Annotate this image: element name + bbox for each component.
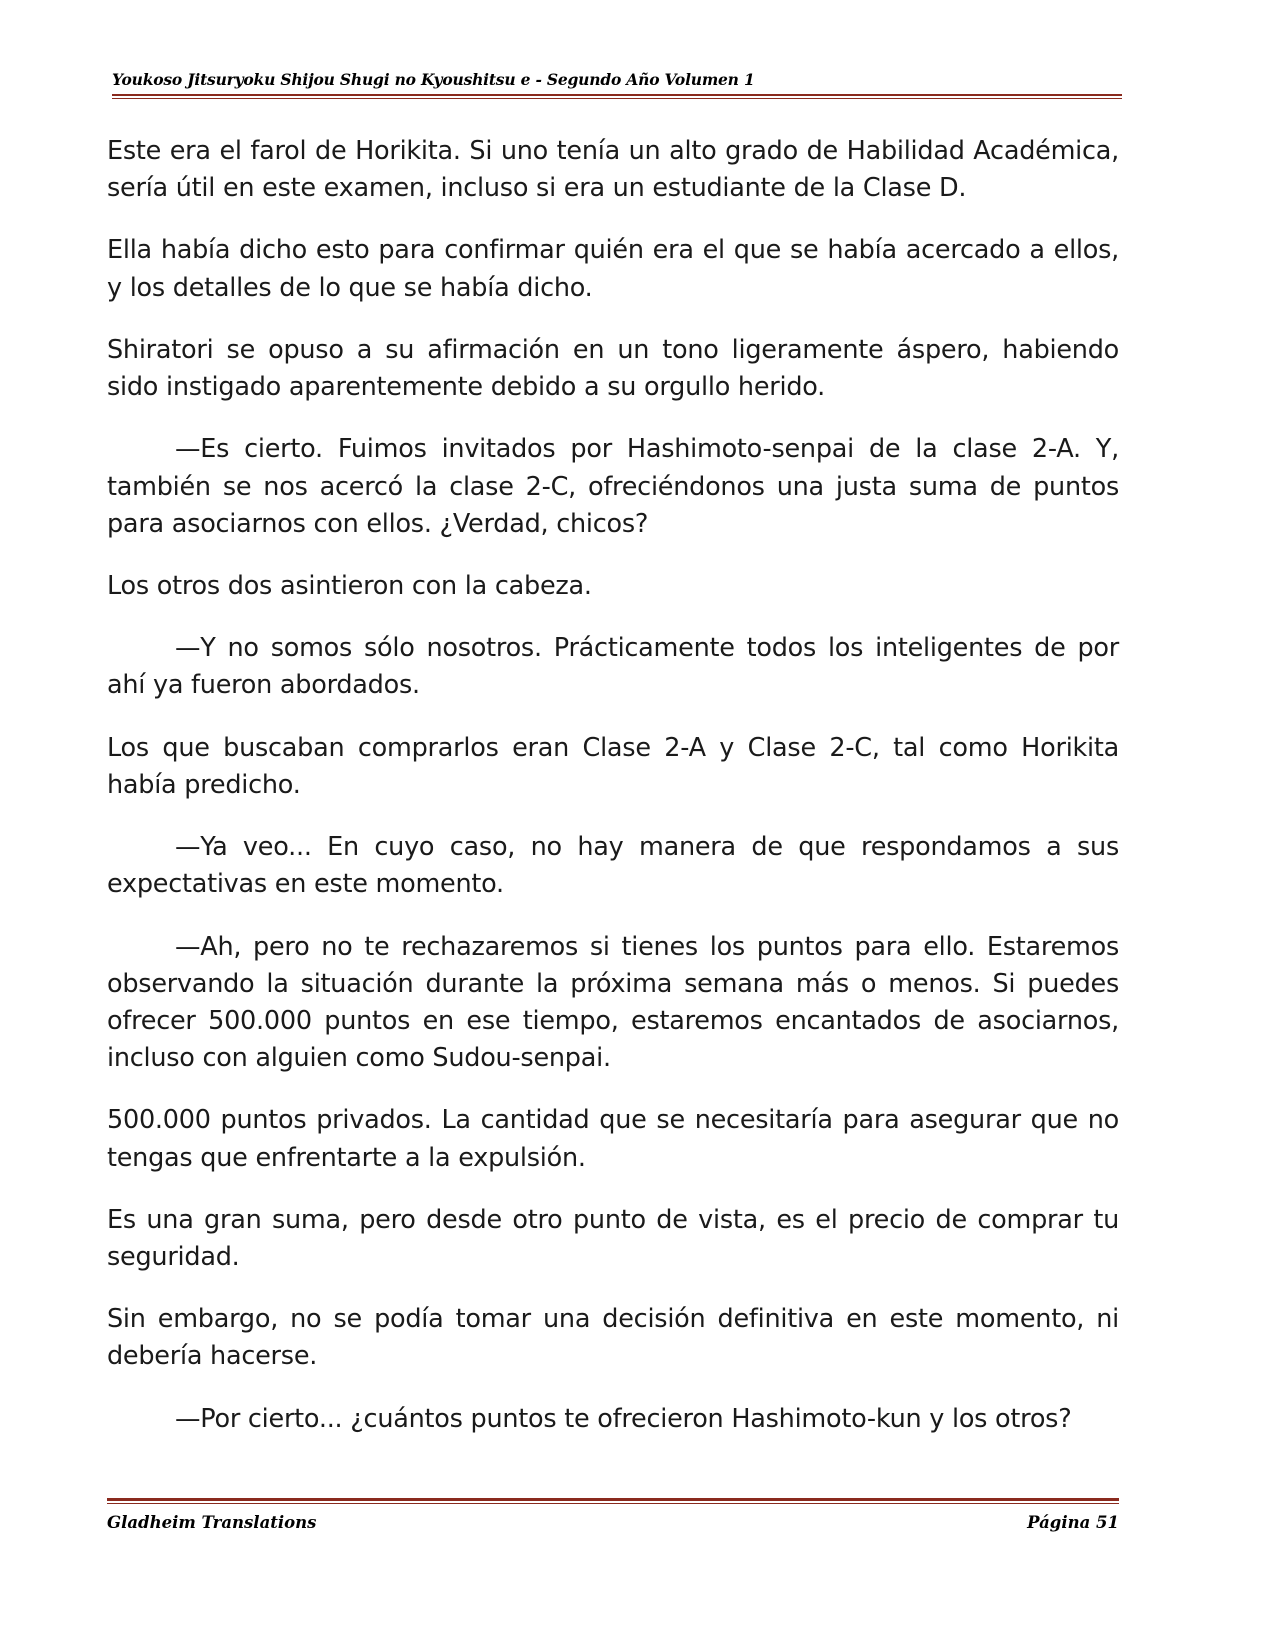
paragraph: —Ah, pero no te rechazaremos si tienes los puntos para ello. Estaremos observando la situación durante la próxima semana más o menos. Si puedes ofrecer 500.000 puntos en ese tiempo, estaremos encantados de asociarnos, incluso con alguien como Sudou-senpai. xyxy=(107,931,1119,1074)
header-divider xyxy=(112,94,1122,99)
footer-page-number: Página 51 xyxy=(1027,1513,1119,1532)
footer-translator: Gladheim Translations xyxy=(107,1513,317,1532)
paragraph: Sin embargo, no se podía tomar una decisión definitiva en este momento, ni debería hacerse. xyxy=(107,1304,1119,1372)
paragraph: Ella había dicho esto para confirmar quién era el que se había acercado a ellos, y los detalles de lo que se había dicho. xyxy=(107,235,1119,303)
paragraph: —Ya veo... En cuyo caso, no hay manera de que respondamos a sus expectativas en este momento. xyxy=(107,832,1119,900)
body-text xyxy=(107,133,1119,1438)
paragraph: Los que buscaban comprarlos eran Clase 2-A y Clase 2-C, tal como Horikita había predicho. xyxy=(107,732,1119,800)
paragraph: Este era el farol de Horikita. Si uno tenía un alto grado de Habilidad Académica, sería útil en este examen, incluso si era un estudiante de la Clase D. xyxy=(107,136,1119,204)
paragraph: —Es cierto. Fuimos invitados por Hashimoto-senpai de la clase 2-A. Y, también se nos acercó la clase 2-C, ofreciéndonos una justa suma de puntos para asociarnos con ellos. ¿Verdad, chicos? xyxy=(107,434,1119,539)
paragraph: Shiratori se opuso a su afirmación en un tono ligeramente áspero, habiendo sido instigado aparentemente debido a su orgullo herido. xyxy=(107,334,1119,403)
page-header xyxy=(112,70,1122,99)
paragraph: 500.000 puntos privados. La cantidad que se necesitaría para asegurar que no tengas que enfrentarte a la expulsión. xyxy=(107,1105,1119,1173)
footer-divider xyxy=(107,1498,1119,1504)
paragraph: Los otros dos asintieron con la cabeza. xyxy=(107,570,592,601)
paragraph: —Y no somos sólo nosotros. Prácticamente todos los inteligentes de por ahí ya fueron abordados. xyxy=(107,633,1119,701)
paragraph: —Por cierto... ¿cuántos puntos te ofrecieron Hashimoto-kun y los otros? xyxy=(175,1403,1072,1434)
header-title: Youkoso Jitsuryoku Shijou Shugi no Kyoushitsu e - Segundo Año Volumen 1 xyxy=(112,70,755,89)
paragraph: Es una gran suma, pero desde otro punto de vista, es el precio de comprar tu seguridad. xyxy=(107,1204,1119,1273)
page-footer xyxy=(107,1498,1119,1532)
